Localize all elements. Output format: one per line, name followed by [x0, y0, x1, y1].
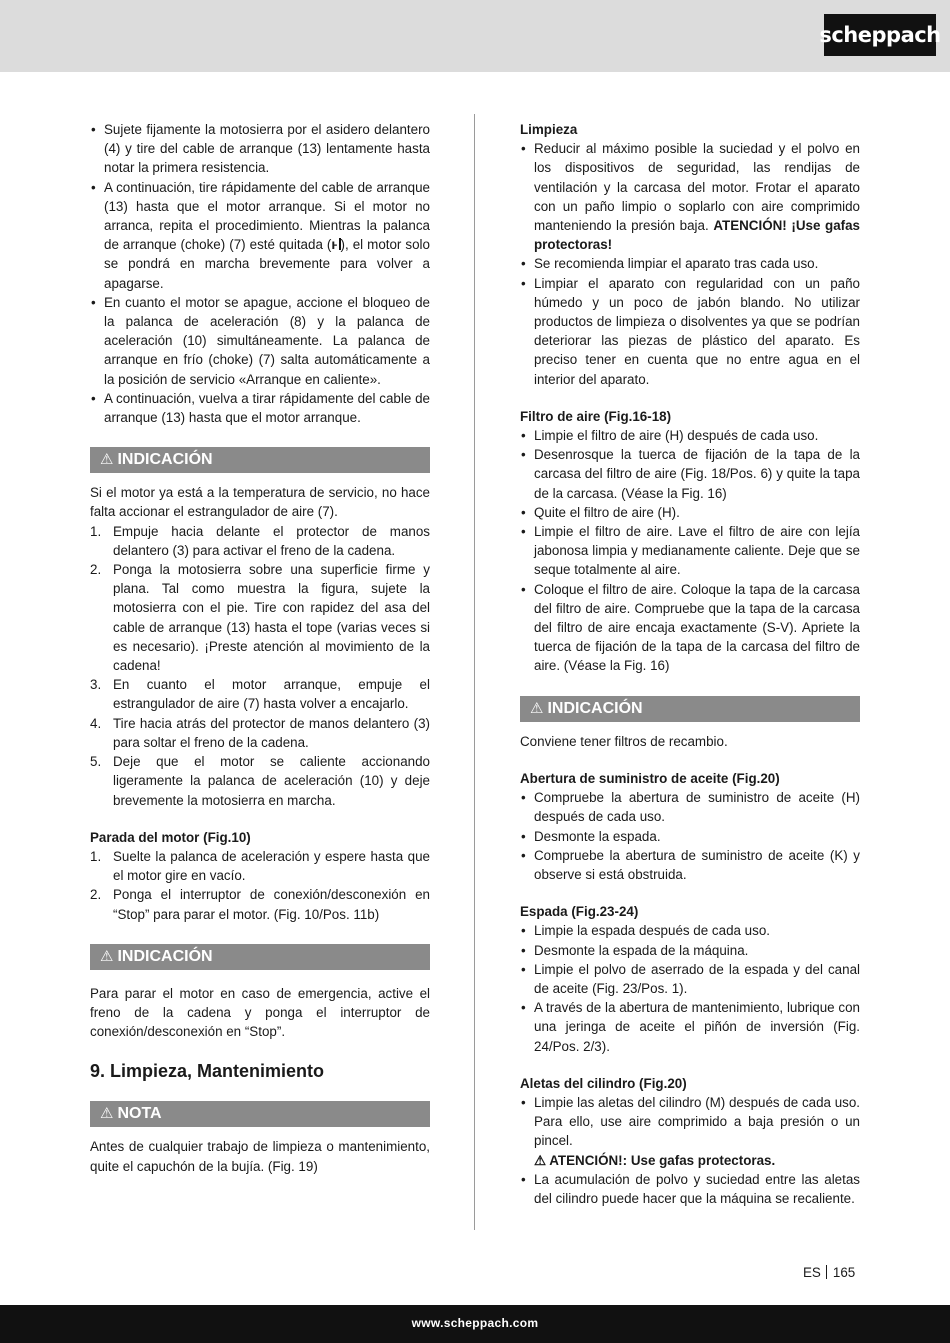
- list-item: • A través de la abertura de mantenimiento, lubrique con una jeringa de aceite el piñón de inversión (Fig. 24/Pos. 2/3).: [520, 998, 860, 1056]
- list-item: • La acumulación de polvo y suciedad entre las aletas del cilindro puede hacer que la máquina se recaliente.: [520, 1170, 860, 1208]
- choke-icon: ⱶ: [331, 238, 340, 250]
- note-box-nota: ⚠ NOTA: [90, 1101, 430, 1127]
- list-item: 2. Ponga el interruptor de conexión/desconexión en “Stop” para parar el motor. (Fig. 10/Pos. 11b): [90, 887, 430, 922]
- note-text: Para parar el motor en caso de emergencia, active el freno de la cadena y ponga el interruptor de conexión/desconexión en “Stop”.: [90, 985, 430, 1040]
- column-divider: [474, 114, 475, 1230]
- list-item: • Se recomienda limpiar el aparato tras cada uso.: [520, 254, 860, 273]
- list-item: • Compruebe la abertura de suministro de aceite (H) después de cada uso.: [520, 788, 860, 826]
- list-item: • Desenrosque la tuerca de fijación de la tapa de la carcasa del filtro de aire (Fig. 18/Pos. 6) y quite la tapa de la carcasa. (Véase la Fig. 16): [520, 445, 860, 503]
- page-number-value: 165: [832, 1265, 856, 1280]
- list-item: • Reducir al máximo posible la suciedad y el polvo en los dispositivos de seguridad, las rendijas de ventilación y la carcasa del motor. Frotar el aparato con un paño limpio o soplarlo con aire comprimido manteniendo la presión baja. ATENCIÓN! ¡Use gafas protectoras!: [520, 139, 860, 254]
- list-item: • Desmonte la espada.: [520, 827, 860, 846]
- oil-opening-list: [520, 788, 860, 884]
- list-item: • Compruebe la abertura de suministro de aceite (K) y observe si está obstruida.: [520, 846, 860, 884]
- list-item: • Coloque el filtro de aire. Coloque la tapa de la carcasa del filtro de aire. Compruebe que la tapa de la carcasa del filtro de aire encaja exactamente (S-V). Apriete la tuerca de fijación de la tapa de la carcasa del filtro de aire. (Véase la Fig. 16): [520, 580, 860, 676]
- list-item: 1. Empuje hacia delante el protector de manos delantero (3) para activar el freno de la cadena.: [90, 523, 430, 558]
- warm-start-steps: [90, 522, 430, 810]
- list-item: • Limpie la espada después de cada uso.: [520, 921, 860, 940]
- list-item: • En cuanto el motor se apague, accione el bloqueo de la palanca de aceleración (8) y la palanca de aceleración (10) simultáneamente. La palanca de arranque en frío (choke) (7) salta automáticamente a la posición de servicio «Arranque en caliente».: [90, 293, 430, 389]
- list-item: • Sujete fijamente la motosierra por el asidero delantero (4) y tire del cable de arranque (13) lentamente hasta notar la primera resistencia.: [90, 120, 430, 178]
- stop-engine-heading: Parada del motor (Fig.10): [90, 829, 251, 845]
- note-box-indicacion: ⚠ INDICACIÓN: [90, 447, 430, 473]
- bar-heading: Espada (Fig.23-24): [520, 904, 639, 920]
- list-item: 1. Suelte la palanca de aceleración y espere hasta que el motor gire en vacío.: [90, 848, 430, 884]
- page-number: [803, 1265, 855, 1280]
- list-item: • Limpiar el aparato con regularidad con un paño húmedo y un poco de jabón blando. No utilizar productos de limpieza o disolventes ya que se podrían deteriorar las piezas de plástico del aparato. Es preciso tener en cuenta que no entre agua en el interior del aparato.: [520, 274, 860, 389]
- cleaning-heading: Limpieza: [520, 122, 578, 137]
- list-item: • Limpie el polvo de aserrado de la espada y del canal de aceite (Fig. 23/Pos. 1).: [520, 960, 860, 998]
- air-filter-heading: Filtro de aire (Fig.16-18): [520, 408, 672, 424]
- list-item: 5. Deje que el motor se caliente accionando ligeramente la palanca de aceleración (10) y deje brevemente la motosierra en marcha.: [90, 754, 430, 808]
- website-url: www.scheppach.com: [411, 1316, 539, 1330]
- start-procedure-list: [90, 120, 430, 427]
- list-item: • Limpie las aletas del cilindro (M) después de cada uso. Para ello, use aire comprimido a baja presión o un pincel. ⚠ ATENCIÓN!: Use gafas protectoras.: [520, 1093, 860, 1170]
- list-item: • Limpie el filtro de aire. Lave el filtro de aire con lejía jabonosa limpia y medianamente caliente. Deje que se seque totalmente al aire.: [520, 522, 860, 580]
- right-column: [520, 120, 860, 1208]
- list-item: 2. Ponga la motosierra sobre una superficie firme y plana. Tal como muestra la figura, sujete la motosierra con el pie. Tire con rapidez del asa del cable de arranque (13) hasta el tope (varias veces si es necesario). ¡Preste atención al movimiento de la cadena!: [90, 562, 430, 674]
- list-item: • Limpie el filtro de aire (H) después de cada uso.: [520, 426, 860, 445]
- scheppach-logo: scheppach: [824, 14, 936, 56]
- attention-text: ATENCIÓN!: Use gafas protectoras.: [549, 1152, 776, 1168]
- note-text: Si el motor ya está a la temperatura de servicio, no hace falta accionar el estrangulador de aire (7).: [90, 485, 430, 520]
- note-text: Conviene tener filtros de recambio.: [520, 733, 728, 749]
- warning-icon: ⚠: [100, 1105, 114, 1123]
- cylinder-fins-heading: Aletas del cilindro (Fig.20): [520, 1075, 687, 1091]
- list-item: • Desmonte la espada de la máquina.: [520, 941, 860, 960]
- oil-opening-heading: Abertura de suministro de aceite (Fig.20): [520, 770, 780, 786]
- list-item: 4. Tire hacia atrás del protector de manos delantero (3) para soltar el freno de la cadena.: [90, 715, 430, 750]
- footer-bar: [0, 1305, 950, 1343]
- list-item: • Quite el filtro de aire (H).: [520, 503, 860, 522]
- warning-icon: ⚠: [534, 1152, 547, 1168]
- warning-icon: ⚠: [100, 947, 114, 965]
- note-text: Antes de cualquier trabajo de limpieza o mantenimiento, quite el capuchón de la bujía. (Fig. 19): [90, 1139, 430, 1174]
- section-title: 9. Limpieza, Mantenimiento: [90, 1061, 325, 1082]
- language-code: ES: [803, 1265, 821, 1280]
- bar-list: [520, 921, 860, 1055]
- list-item: 3. En cuanto el motor arranque, empuje el estrangulador de aire (7) hasta volver a encajarlo.: [90, 677, 430, 712]
- list-item: • A continuación, tire rápidamente del cable de arranque (13) hasta que el motor arranque. Si el motor no arranca, repita el procedimiento. Mientras la palanca de arranque (choke) (7) esté quitada (ⱶ ), el motor solo se pondrá en marcha brevemente para volver a apagarse.: [90, 178, 430, 293]
- cylinder-fins-list: [520, 1093, 860, 1208]
- list-item: • A continuación, vuelva a tirar rápidamente del cable de arranque (13) hasta que el motor arranque.: [90, 389, 430, 427]
- left-column: [90, 120, 430, 1176]
- header-bar: [0, 0, 950, 72]
- stop-engine-steps: [90, 847, 430, 924]
- warning-icon: ⚠: [530, 699, 544, 717]
- note-box-indicacion: ⚠ INDICACIÓN: [90, 944, 430, 970]
- warning-icon: ⚠: [100, 451, 114, 469]
- note-box-indicacion: ⚠ INDICACIÓN: [520, 696, 860, 722]
- cleaning-list: [520, 139, 860, 389]
- air-filter-list: [520, 426, 860, 676]
- attention-text: ATENCIÓN! ¡Use gafas protectoras!: [534, 218, 860, 253]
